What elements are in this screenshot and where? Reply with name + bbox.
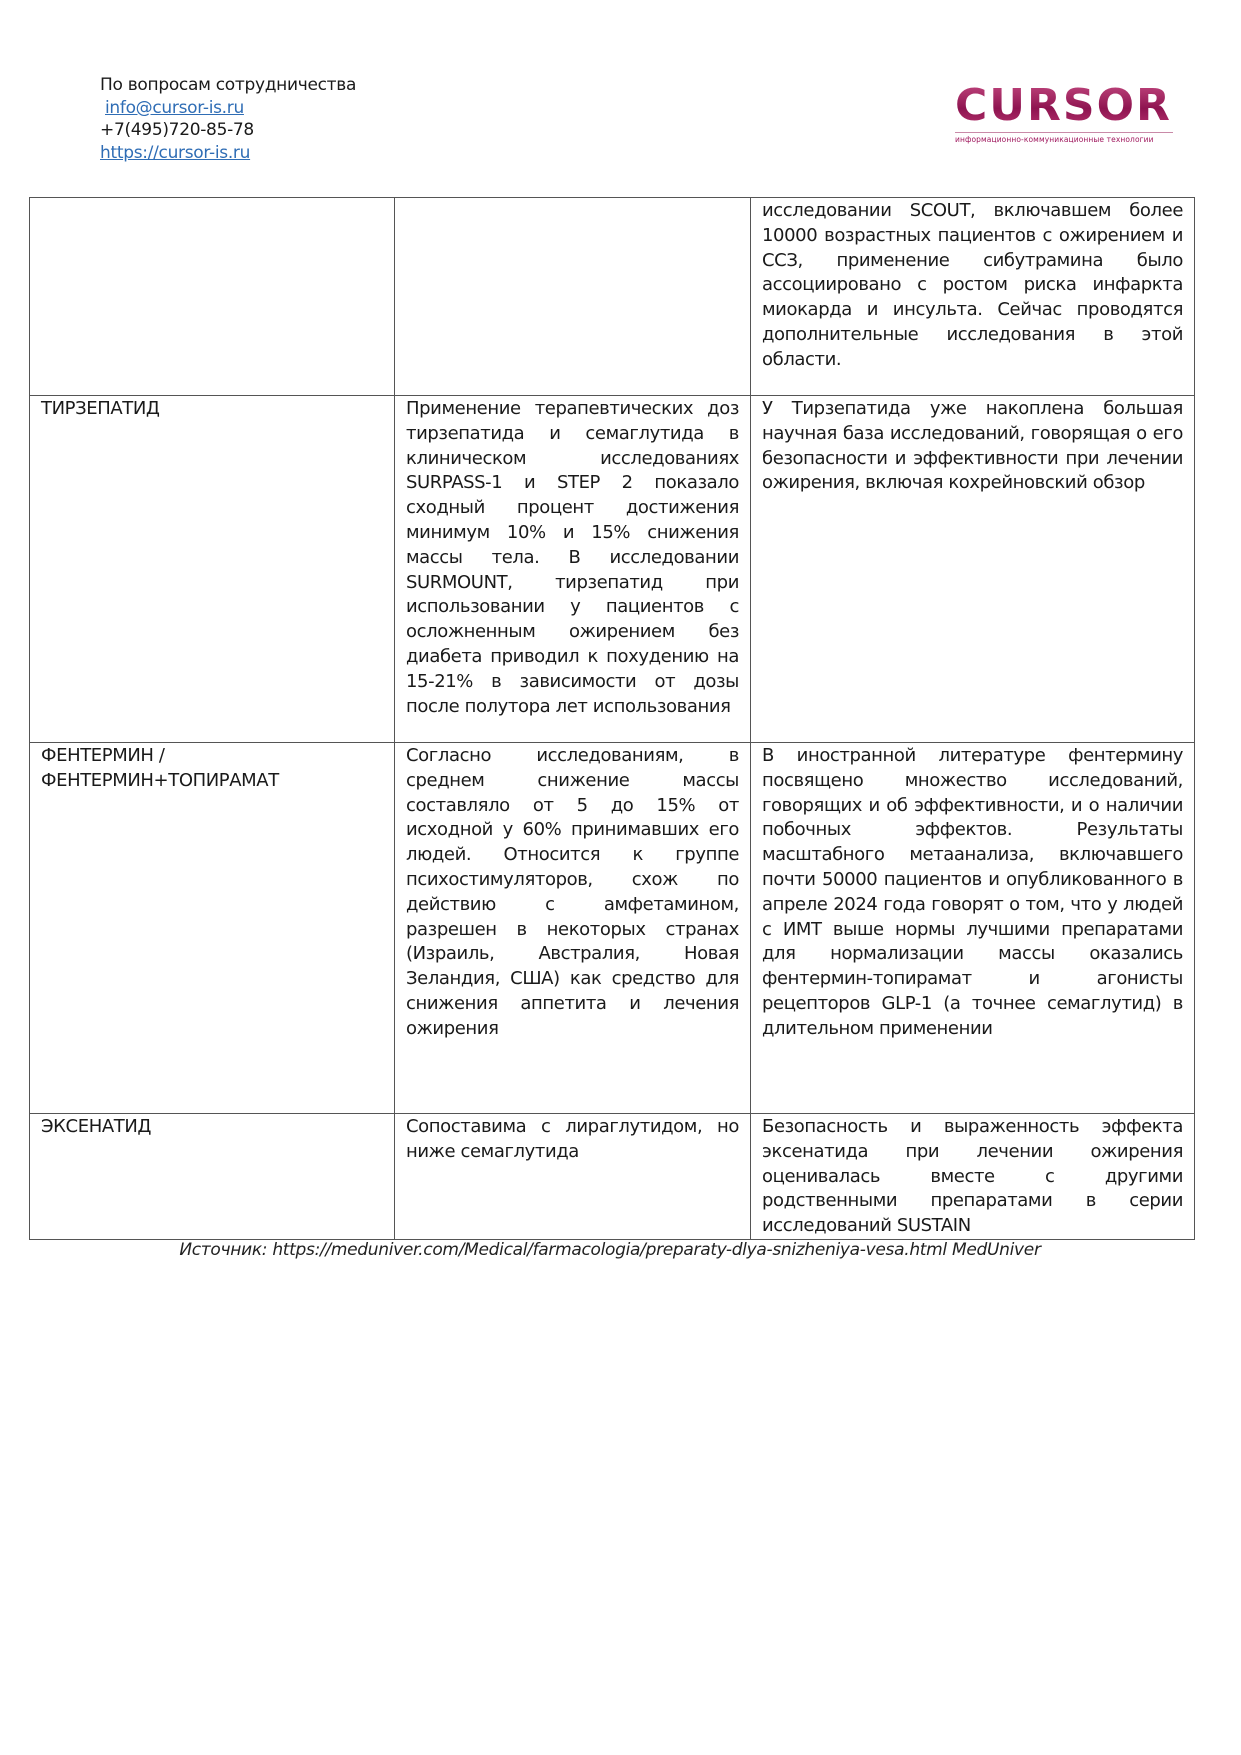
logo-tagline: информационно-коммуникационные технологии [955, 135, 1154, 144]
table-row [30, 396, 1195, 743]
website-link[interactable]: https://cursor-is.ru [100, 142, 251, 163]
table-row [30, 198, 1195, 396]
research-cell: исследовании SCOUT, включавшем более 10000 возрастных пациентов с ожирением и ССЗ, применение сибутрамина было ассоциировано с ростом риска инфаркта миокарда и инсульта. Сейчас проводятся дополнительные исследования в этой области. [751, 198, 1195, 396]
contact-title: По вопросам сотрудничества [100, 75, 357, 95]
efficacy-cell [395, 198, 751, 396]
logo-divider [955, 132, 1173, 133]
drug-name: ФЕНТЕРМИН / ФЕНТЕРМИН+ТОПИРАМАТ [41, 745, 279, 791]
contact-block [100, 74, 356, 164]
research-cell: У Тирзепатида уже накоплена большая научная база исследований, говорящая о его безопасности и эффективности при лечении ожирения, включая кохрейновский обзор [751, 396, 1195, 743]
drug-comparison-table [29, 197, 1195, 1240]
cursor-logo [955, 82, 1175, 144]
phone-number: +7(495)720-85-78 [100, 120, 254, 140]
efficacy-cell: Сопоставима с лираглутидом, но ниже семаглутида [395, 1114, 751, 1240]
efficacy-cell: Согласно исследованиям, в среднем снижение массы составляло от 5 до 15% от исходной у 60% принимавших его людей. Относится к группе психостимуляторов, схож по действию с амфетамином, разрешен в некоторых странах (Израиль, Австралия, Новая Зеландия, США) как средство для снижения аппетита и лечения ожирения [395, 743, 751, 1114]
research-cell: Безопасность и выраженность эффекта эксенатида при лечении ожирения оценивалась вместе с другими родственными препаратами в серии исследований SUSTAIN [751, 1114, 1195, 1240]
logo-wordmark: CURSOR [955, 82, 1175, 130]
drug-cell: ТИРЗЕПАТИД [30, 396, 395, 743]
drug-cell [30, 743, 395, 1114]
research-cell: В иностранной литературе фентермину посвящено множество исследований, говорящих и об эффективности, и о наличии побочных эффектов. Результаты масштабного метаанализа, включавшего почти 50000 пациентов и опубликованного в апреле 2024 года говорят о том, что у людей с ИМТ выше нормы лучшими препаратами для нормализации массы оказались фентермин-топирамат и агонисты рецепторов GLP-1 (а точнее семаглутид) в длительном применении [751, 743, 1195, 1114]
table-row [30, 1114, 1195, 1240]
drug-cell [30, 198, 395, 396]
email-link[interactable]: info@cursor-is.ru [105, 97, 244, 118]
table-row [30, 743, 1195, 1114]
source-citation: Источник: https://meduniver.com/Medical/farmacologia/preparaty-dlya-snizheniya-vesa.html MedUniver [179, 1240, 1041, 1260]
drug-cell: ЭКСЕНАТИД [30, 1114, 395, 1240]
efficacy-cell: Применение терапевтических доз тирзепатида и семаглутида в клиническом исследованиях SURPASS-1 и STEP 2 показало сходный процент достижения минимум 10% и 15% снижения массы тела. В исследовании SURMOUNT, тирзепатид при использовании у пациентов с осложненным ожирением без диабета приводил к похудению на 15-21% в зависимости от дозы после полутора лет использования [395, 396, 751, 743]
